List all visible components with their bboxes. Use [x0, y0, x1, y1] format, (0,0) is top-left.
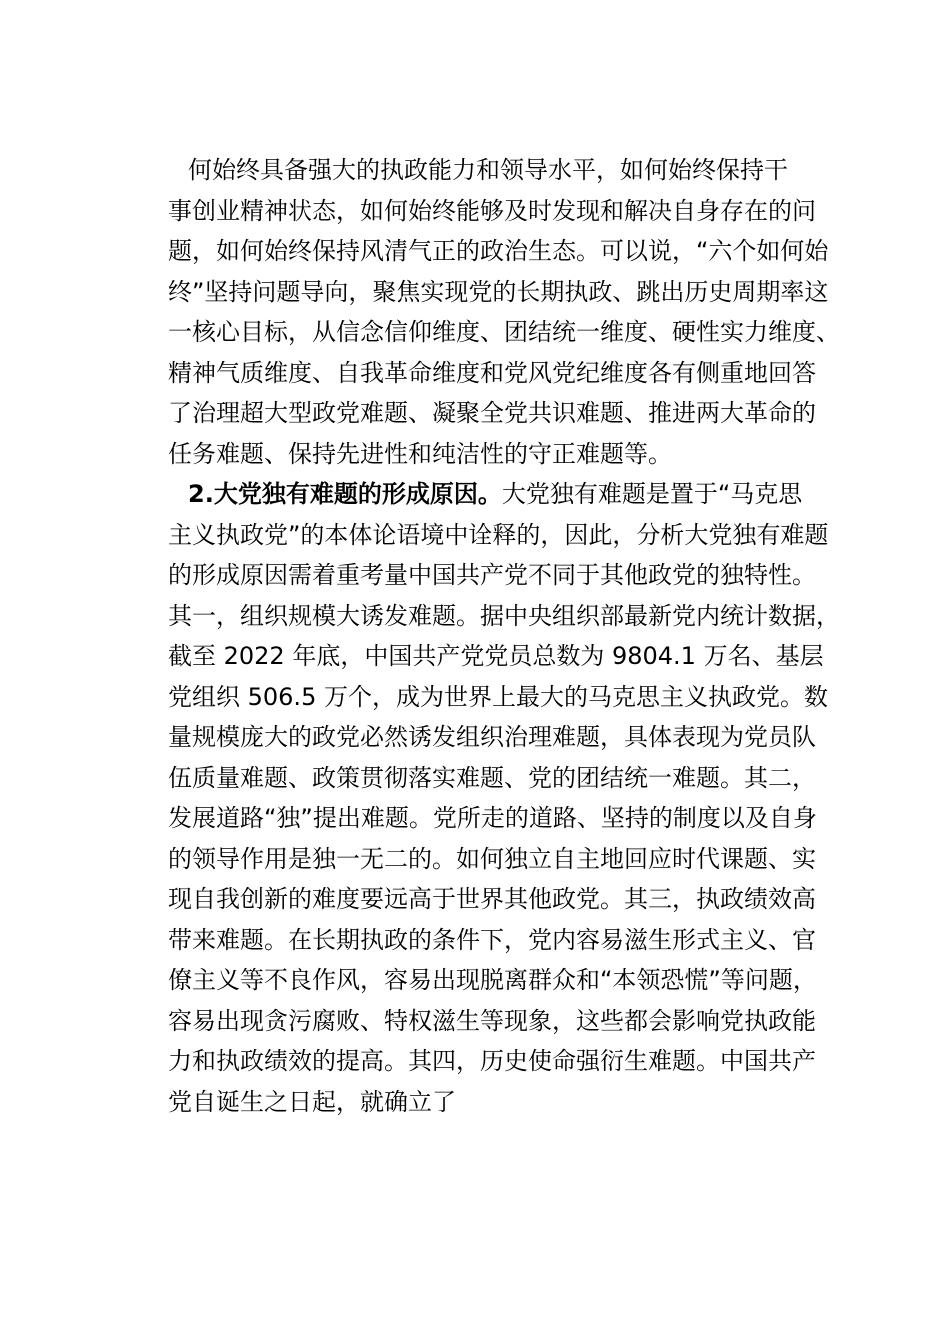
text-line: 的领导作用是独一无二的。如何独立自主地回应时代课题、实: [168, 844, 816, 873]
text-line-with-heading: [148, 474, 838, 515]
text-line: 题，如何始终保持风清气正的政治生态。可以说，“六个如何始: [168, 237, 829, 265]
text-line: 何始终具备强大的执政能力和领导水平，如何始终保持干: [188, 156, 788, 184]
text-line: 一核心目标，从信念信仰维度、团结统一维度、硬性实力维度、: [168, 318, 840, 346]
text-line: 僚主义等不良作风，容易出现脱离群众和“本领恐慌”等问题，: [168, 966, 817, 994]
paragraph-1: [148, 150, 838, 474]
text-line: 的形成原因需着重考量中国共产党不同于其他政党的独特性。: [168, 561, 816, 589]
text-line: 容易出现贪污腐败、特权滋生等现象，这些都会影响党执政能: [168, 1006, 816, 1035]
text-line: 党自诞生之日起，就确立了: [168, 1087, 456, 1116]
text-line: 截至 2022 年底，中国共产党党员总数为 9804.1 万名、基层: [168, 642, 824, 670]
text-line: 力和执政绩效的提高。其四，历史使命强衍生难题。中国共产: [168, 1047, 816, 1075]
text-line: 带来难题。在长期执政的条件下，党内容易滋生形式主义、官: [168, 925, 816, 954]
text-line: 发展道路“独”提出难题。党所走的道路、坚持的制度以及自身: [168, 804, 817, 832]
text-line: 其一，组织规模大诱发难题。据中央组织部最新党内统计数据，: [168, 601, 840, 630]
text-line: 党组织 506.5 万个，成为世界上最大的马克思主义执政党。数: [168, 682, 828, 711]
text-line: 终”坚持问题导向，聚焦实现党的长期执政、跳出历史周期率这: [168, 277, 829, 306]
text-line: 主义执政党”的本体论语境中诠释的，因此，分析大党独有难题: [168, 520, 829, 549]
section-heading: 2.大党独有难题的形成原因。: [188, 480, 502, 508]
text-line: 精神气质维度、自我革命维度和党风党纪维度各有侧重地回答: [168, 358, 816, 387]
text-line: 了治理超大型政党难题、凝聚全党共识难题、推进两大革命的: [168, 399, 816, 427]
document-body: [148, 150, 838, 1122]
text-line: 任务难题、保持先进性和纯洁性的守正难题等。: [168, 439, 672, 468]
paragraph-2: [148, 474, 838, 1122]
text-line: 伍质量难题、政策贯彻落实难题、党的团结统一难题。其二，: [168, 763, 816, 792]
text-line: 量规模庞大的政党必然诱发组织治理难题，具体表现为党员队: [168, 723, 816, 751]
text-line: 事创业精神状态，如何始终能够及时发现和解决自身存在的问: [168, 196, 816, 225]
text-line: 现自我创新的难度要远高于世界其他政党。其三，执政绩效高: [168, 885, 816, 913]
heading-line-rest: 大党独有难题是置于“马克思: [501, 480, 803, 508]
